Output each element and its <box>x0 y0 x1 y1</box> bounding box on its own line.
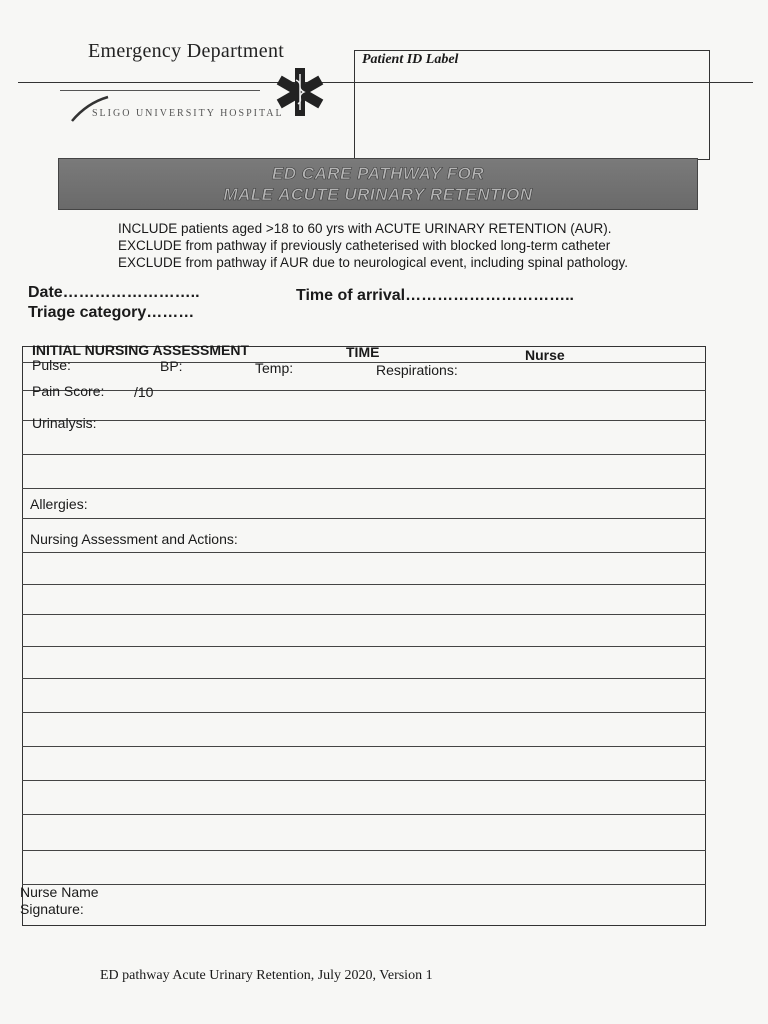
criteria-include: INCLUDE patients aged >18 to 60 yrs with ACUTE URINARY RETENTION (AUR). <box>118 221 612 236</box>
nursing-assessment-table <box>22 346 706 926</box>
pain-score-label: Pain Score: <box>32 383 105 399</box>
header-rule-secondary <box>60 90 260 91</box>
table-row-divider <box>22 362 706 363</box>
pulse-label: Pulse: <box>32 357 71 373</box>
urinalysis-label: Urinalysis: <box>32 415 97 431</box>
star-of-life-icon <box>274 66 326 118</box>
temp-label: Temp: <box>255 360 294 376</box>
date-field[interactable]: Date…………………….. <box>28 284 200 301</box>
table-row-divider <box>22 678 706 679</box>
table-row-divider <box>22 814 706 815</box>
department-title: Emergency Department <box>88 40 285 62</box>
table-row-divider <box>22 850 706 851</box>
table-row-divider <box>22 420 706 421</box>
table-row-divider <box>22 746 706 747</box>
table-row-divider <box>22 884 706 885</box>
signature-label: Signature: <box>20 901 84 917</box>
banner-line-2: MALE ACUTE URINARY RETENTION <box>223 185 533 204</box>
table-row-divider <box>22 614 706 615</box>
time-of-arrival-field[interactable]: Time of arrival………………………….. <box>296 287 574 304</box>
table-row-divider <box>22 454 706 455</box>
nursing-actions-label: Nursing Assessment and Actions: <box>30 531 238 547</box>
inclusion-criteria <box>118 220 698 271</box>
triage-category-field[interactable]: Triage category……… <box>28 304 195 321</box>
document-footer: ED pathway Acute Urinary Retention, July 2020, Version 1 <box>100 968 433 983</box>
table-row-divider <box>22 518 706 519</box>
criteria-exclude-neuro: EXCLUDE from pathway if AUR due to neurological event, including spinal pathology. <box>118 255 629 270</box>
hospital-name: SLIGO UNIVERSITY HOSPITAL <box>92 108 284 119</box>
patient-id-label: Patient ID Label <box>362 52 459 67</box>
table-row-divider <box>22 712 706 713</box>
time-column-header: TIME <box>346 344 380 360</box>
allergies-label: Allergies: <box>30 496 88 512</box>
pain-score-scale: /10 <box>134 384 154 400</box>
pathway-banner <box>58 158 698 210</box>
table-row-divider <box>22 646 706 647</box>
table-row-divider <box>22 780 706 781</box>
criteria-exclude-catheter: EXCLUDE from pathway if previously catheterised with blocked long-term catheter <box>118 238 611 253</box>
assessment-heading: INITIAL NURSING ASSESSMENT <box>32 342 250 358</box>
table-row-divider <box>22 552 706 553</box>
bp-label: BP: <box>160 358 183 374</box>
nurse-column-header: Nurse <box>525 347 565 363</box>
banner-line-1: ED CARE PATHWAY FOR <box>271 164 485 183</box>
table-row-divider <box>22 584 706 585</box>
respirations-label: Respirations: <box>376 362 458 378</box>
table-row-divider <box>22 390 706 391</box>
table-row-divider <box>22 488 706 489</box>
nurse-name-label: Nurse Name <box>20 884 99 900</box>
